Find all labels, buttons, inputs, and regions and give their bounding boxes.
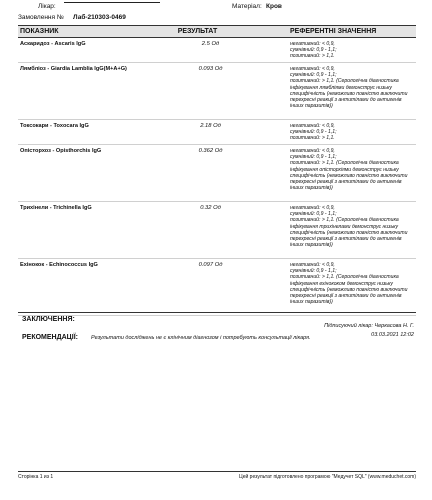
reference-values: негативний: < 0,9, сумнівний: 0,9 - 1,1; позитивний: > 1,1. (Серологічна діагностика інфікування трихінелами демонструє низьку специфічність (неможливо повністю виключити перехресні реакції з антитілами до антигенів інших паразитів)) (288, 202, 416, 259)
result-value: 2.5 Од (133, 38, 288, 63)
result-value: 0.32 Од (133, 202, 288, 259)
conclusion-label: ЗАКЛЮЧЕННЯ: (22, 316, 75, 323)
reference-values: негативний: < 0,9, сумнівний: 0,9 - 1,1; позитивний: > 1,1. (288, 120, 416, 145)
column-header-indicator: ПОКАЗНИК (18, 26, 133, 38)
table-row (18, 145, 416, 202)
table-row (18, 120, 416, 145)
reference-values: негативний: < 0,9, сумнівний: 0,9 - 1,1; позитивний: > 1,1. (Серологічна діагностика інфікування лямбліями демонструє низьку специфічність (неможливо повністю виключити перехресні реакції з антитілами до антигенів інших паразитів)) (288, 63, 416, 120)
recommendations-text: Результати досліджень не є клінічним діагнозом і потребують консультації лікаря. (91, 335, 311, 341)
generated-by-note: Цей результат підготовлено програмою "Медучет SQL" (www.meduchet.com) (239, 474, 416, 480)
table-row (18, 259, 416, 316)
result-value: 2.18 Од (133, 120, 288, 145)
doctor-label: Лікар: (38, 3, 56, 10)
table-row (18, 63, 416, 120)
result-value: 0.093 Од (133, 63, 288, 120)
indicator-name: Трихінели - Trichinella IgG (18, 202, 133, 259)
column-header-reference: РЕФЕРЕНТНІ ЗНАЧЕННЯ (288, 26, 416, 38)
indicator-name: Аскаридоз - Ascaris IgG (18, 38, 133, 63)
indicator-name: Токсокари - Toxocara IgG (18, 120, 133, 145)
result-value: 0.362 Од (133, 145, 288, 202)
table-row (18, 202, 416, 259)
table-row (18, 38, 416, 63)
indicator-name: Ехінокок - Echinococcus IgG (18, 259, 133, 316)
column-header-result: РЕЗУЛЬТАТ (133, 26, 288, 38)
table-header-row (18, 26, 416, 38)
signing-doctor: Підписуючий лікар: Черкасова Н. Г. (324, 323, 414, 329)
results-table (18, 25, 416, 316)
reference-values: негативний: < 0,9, сумнівний: 0,9 - 1,1; позитивний: > 1,1. (Серологічна діагностика інфікування опісторхіями демонструє низьку специфічність (неможливо повністю виключити перехресні реакції з антитілами до антигенів інших паразитів)) (288, 145, 416, 202)
conclusion-divider (18, 312, 416, 313)
footer-divider (18, 471, 416, 472)
result-value: 0.097 Од (133, 259, 288, 316)
signed-datetime: 03.03.2021 12:02 (371, 332, 414, 338)
material-label: Матеріал: (232, 3, 262, 10)
doctor-name-redacted (64, 2, 160, 3)
indicator-name: Лямбліоз - Giardia Lamblia IgG(M+A+G) (18, 63, 133, 120)
reference-values: негативний: < 0,9, сумнівний: 0,9 - 1,1; позитивний: > 1,1. (Серологічна діагностика інфікування ехінококом демонструє низьку специфічність (неможливо повністю виключити перехресні реакції з антитілами до антигенів інших паразитів)) (288, 259, 416, 316)
indicator-name: Опісторхоз - Opisthorchis IgG (18, 145, 133, 202)
reference-values: негативний: < 0,9, сумнівний: 0,9 - 1,1; позитивний: > 1,1. (288, 38, 416, 63)
page-number: Сторінка 1 из 1 (18, 474, 54, 480)
order-number: Лаб-210303-0469 (73, 14, 126, 21)
order-label: Замовлення № (18, 14, 64, 21)
material-value: Кров (266, 3, 282, 10)
recommendations-label: РЕКОМЕНДАЦІЇ: (22, 334, 78, 341)
